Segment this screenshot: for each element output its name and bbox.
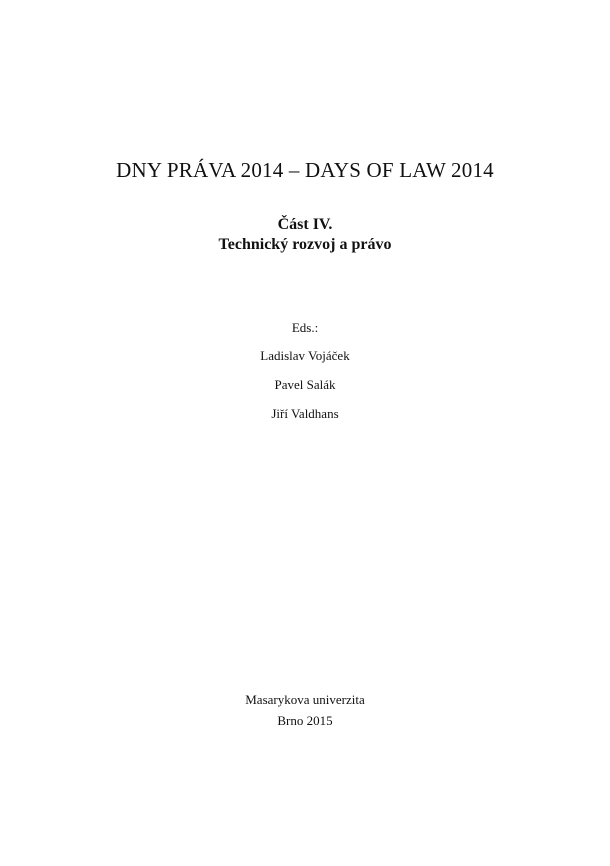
editor-name: Ladislav Vojáček bbox=[260, 348, 350, 363]
place-and-year: Brno 2015 bbox=[277, 713, 333, 728]
editor-name: Pavel Salák bbox=[274, 377, 336, 392]
editor-name: Jiří Valdhans bbox=[271, 406, 339, 421]
part-number: Část IV. bbox=[277, 216, 333, 233]
book-title: DNY PRÁVA 2014 – DAYS OF LAW 2014 bbox=[116, 158, 494, 182]
part-subtitle: Technický rozvoj a právo bbox=[218, 236, 392, 253]
editors-label: Eds.: bbox=[291, 320, 319, 335]
publisher: Masarykova univerzita bbox=[245, 692, 365, 707]
